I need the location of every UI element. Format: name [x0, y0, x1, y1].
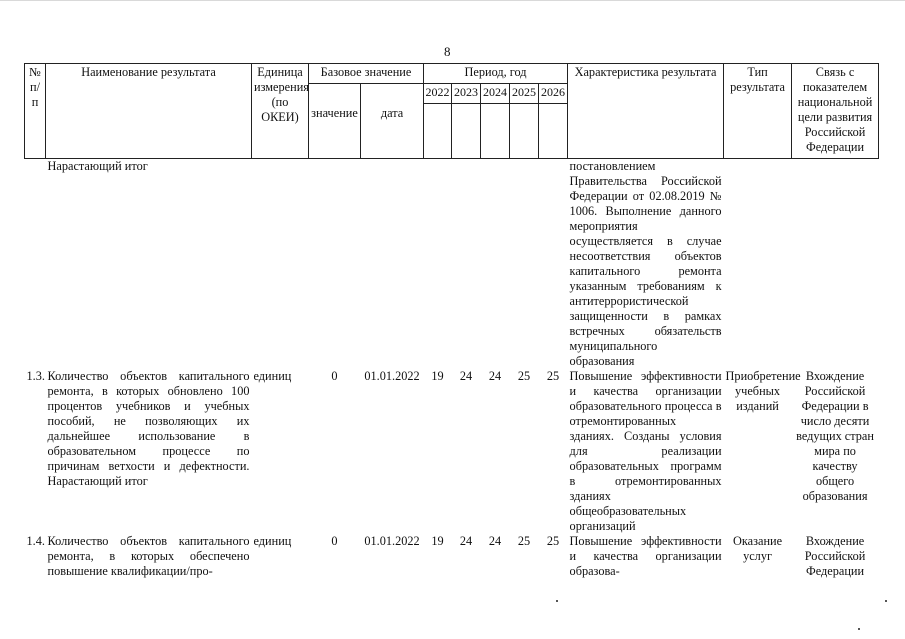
row-characteristic: Повышение эффективности и качества организации образова-	[569, 534, 722, 578]
header-year-2022: 2022	[424, 84, 452, 104]
row-result-type	[724, 159, 792, 370]
row-number: 1.4.	[26, 534, 45, 548]
table-row	[25, 159, 879, 370]
header-base-value-date: дата	[361, 84, 424, 159]
header-year-2026: 2026	[539, 84, 568, 104]
row-base-value	[309, 159, 361, 370]
page-number: 8	[444, 44, 451, 59]
row-year-2026-value	[539, 159, 568, 370]
header-number: № п/п	[25, 64, 46, 159]
row-national-goal-link: Вхождение Российской Федерации в число десяти ведущих стран мира по качеству общего образования	[796, 369, 874, 503]
row-national-goal-link: Вхождение Российской Федерации	[804, 534, 866, 578]
row-year-2024-value	[481, 159, 510, 370]
row-characteristic: Повышение эффективности и качества организации образовательного процесса в отремонтированных зданиях. Созданы условия для реализации образовательных программ в отремонтированных зданиях общеобразовательных организаций	[569, 369, 722, 533]
row-result-type: Оказание услуг	[733, 534, 783, 563]
row-year-2023-value: 24	[459, 369, 473, 383]
row-year-2024-value: 24	[488, 369, 502, 383]
row-year-2025-value: 25	[517, 369, 531, 383]
header-unit: Единица измерения (по ОКЕИ)	[252, 64, 309, 159]
row-base-value: 0	[331, 534, 338, 548]
row-year-2026-value: 25	[546, 534, 560, 548]
row-unit: единиц	[253, 369, 292, 383]
header-result-name: Наименование результата	[46, 64, 252, 159]
row-number: 1.3.	[26, 369, 45, 383]
row-year-2023-value	[452, 159, 481, 370]
row-year-2025-value: 25	[517, 534, 531, 548]
row-result-name: Количество объектов капитального ремонта, в которых обновлено 100 процентов учебников и учебных пособий, не позволяющих их дальнейшее использование в образовательном процессе по причинам ветхости и дефектности. Нарастающий итог	[47, 369, 250, 488]
header-national-goal-link: Связь с показателем национальной цели развития Российской Федерации	[792, 64, 879, 159]
row-year-2022-value: 19	[431, 534, 444, 548]
row-national-goal-link	[792, 159, 879, 370]
row-year-2022-value: 19	[431, 369, 444, 383]
row-unit: единиц	[253, 534, 292, 548]
row-base-date: 01.01.2022	[364, 534, 420, 548]
scan-speck	[885, 600, 887, 602]
header-result-type: Тип результата	[724, 64, 792, 159]
table-row	[25, 534, 879, 594]
row-characteristic: постановлением Правительства Российской Федерации от 02.08.2019 № 1006. Выполнение данного мероприятия осуществляется в случае несоответствия объектов капитального ремонта указанным требованиям к антитеррористической защищенности в рамках встречных обязательств муниципального образования	[569, 159, 722, 368]
row-number	[25, 159, 46, 370]
header-characteristic: Характеристика результата	[568, 64, 724, 159]
row-year-2023-value: 24	[459, 534, 473, 548]
row-year-2024-value: 24	[488, 534, 502, 548]
header-base-value: Базовое значение	[309, 64, 424, 84]
header-base-value-value: значение	[309, 84, 361, 159]
row-year-2026-value: 25	[546, 369, 560, 383]
row-base-date	[361, 159, 424, 370]
row-result-name: Нарастающий итог	[47, 159, 148, 173]
row-base-value: 0	[331, 369, 338, 383]
page-top-edge	[0, 0, 905, 1]
row-result-type: Приобретение учебных изданий	[725, 369, 801, 413]
row-year-2025-value	[510, 159, 539, 370]
scan-speck	[556, 600, 558, 602]
header-year-2024: 2024	[481, 84, 510, 104]
row-result-name: Количество объектов капитального ремонта, в которых обеспечено повышение квалификации/про-	[47, 534, 250, 578]
table-row	[25, 369, 879, 534]
row-unit	[252, 159, 309, 370]
results-table	[24, 63, 879, 594]
row-year-2022-value	[424, 159, 452, 370]
scan-speck	[858, 628, 860, 630]
header-year-2025: 2025	[510, 84, 539, 104]
table-header	[25, 64, 879, 159]
header-period: Период, год	[424, 64, 568, 84]
row-base-date: 01.01.2022	[364, 369, 420, 383]
header-year-2023: 2023	[452, 84, 481, 104]
